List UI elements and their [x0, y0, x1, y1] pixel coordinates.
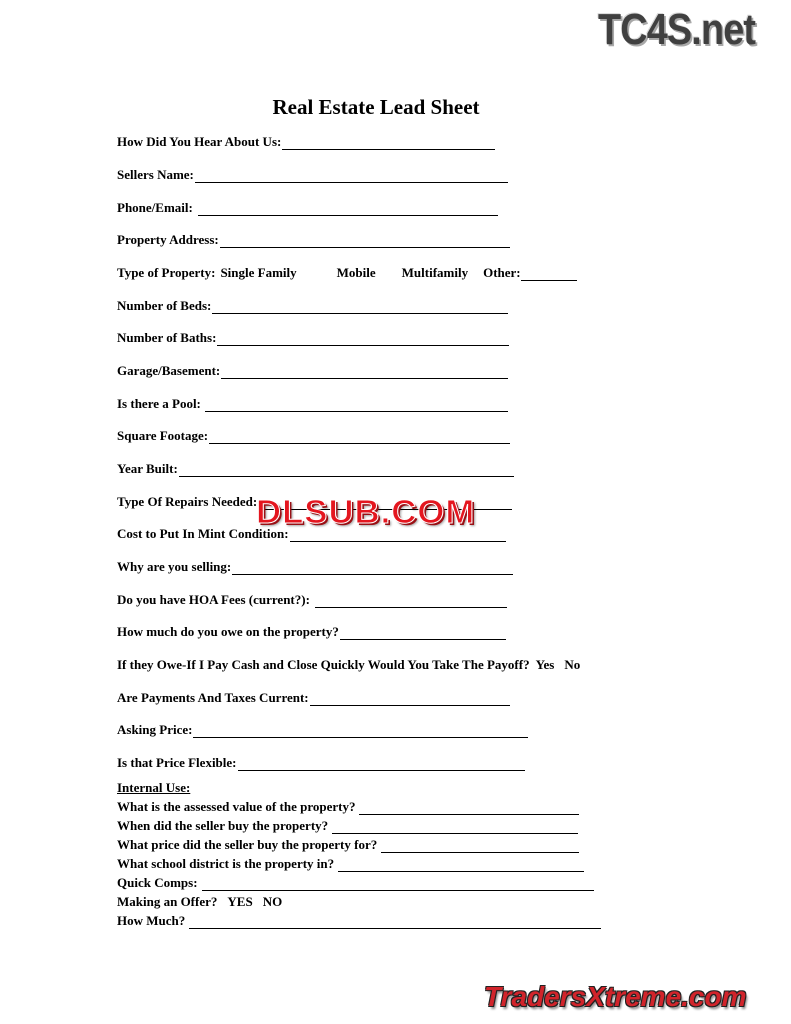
- field-label: Why are you selling:: [117, 559, 232, 574]
- field-label: Type Of Repairs Needed:: [117, 494, 258, 509]
- field-school: [117, 855, 584, 872]
- field-label: Type of Property:: [117, 265, 216, 280]
- field-price-paid: [117, 836, 579, 853]
- blank-line[interactable]: [195, 169, 508, 183]
- blank-line[interactable]: [205, 398, 508, 412]
- field-label: Garage/Basement:: [117, 363, 221, 378]
- blank-line[interactable]: [340, 626, 506, 640]
- blank-line[interactable]: [217, 332, 509, 346]
- field-label: Cost to Put In Mint Condition:: [117, 526, 289, 541]
- field-beds: [117, 294, 508, 314]
- blank-line[interactable]: [282, 136, 495, 150]
- field-type-of-property: [117, 261, 577, 281]
- field-pool: [117, 392, 508, 412]
- field-hear-about: [117, 130, 495, 150]
- field-label: What school district is the property in?: [117, 856, 335, 871]
- field-phone-email: [117, 196, 498, 216]
- blank-line[interactable]: [193, 724, 528, 738]
- field-label: How Did You Hear About Us:: [117, 134, 282, 149]
- field-why-selling: [117, 555, 513, 575]
- field-label: Is that Price Flexible:: [117, 755, 237, 770]
- field-label: Sellers Name:: [117, 167, 194, 182]
- field-label: Phone/Email:: [117, 200, 193, 215]
- blank-line[interactable]: [189, 915, 601, 929]
- blank-line[interactable]: [332, 820, 578, 834]
- blank-line[interactable]: [209, 430, 510, 444]
- field-offer: [117, 893, 282, 910]
- field-payments-current: [117, 686, 510, 706]
- field-label: How much do you owe on the property?: [117, 624, 339, 639]
- field-label: Property Address:: [117, 232, 219, 247]
- option-yes[interactable]: Yes: [535, 657, 555, 672]
- field-baths: [117, 326, 509, 346]
- blank-line[interactable]: [198, 202, 498, 216]
- option-single-family[interactable]: Single Family: [220, 265, 297, 280]
- internal-use-heading: [117, 779, 190, 796]
- blank-line[interactable]: [315, 594, 507, 608]
- field-price-flexible: [117, 751, 525, 771]
- section-heading: Internal Use:: [117, 780, 191, 795]
- field-label: Quick Comps:: [117, 875, 198, 890]
- blank-line[interactable]: [221, 365, 508, 379]
- blank-line[interactable]: [381, 839, 579, 853]
- field-label: How Much?: [117, 913, 186, 928]
- option-offer-yes[interactable]: YES: [227, 894, 253, 909]
- watermark-tradersxtreme: TradersXtreme.com: [484, 981, 747, 1012]
- field-sellers-name: [117, 163, 508, 183]
- blank-line[interactable]: [212, 300, 508, 314]
- field-label: Making an Offer?: [117, 894, 218, 909]
- option-multifamily[interactable]: Multifamily: [401, 265, 469, 280]
- option-no[interactable]: No: [564, 657, 581, 672]
- field-label: Asking Price:: [117, 722, 193, 737]
- field-owe: [117, 620, 506, 640]
- field-label: Number of Beds:: [117, 298, 212, 313]
- field-payoff: [117, 653, 580, 673]
- field-label: Number of Baths:: [117, 330, 217, 345]
- field-comps: [117, 874, 594, 891]
- blank-line[interactable]: [179, 463, 514, 477]
- blank-line[interactable]: [521, 267, 577, 281]
- field-assessed: [117, 798, 579, 815]
- blank-line[interactable]: [220, 234, 510, 248]
- field-label: Are Payments And Taxes Current:: [117, 690, 309, 705]
- field-sqft: [117, 424, 510, 444]
- field-label: Square Footage:: [117, 428, 209, 443]
- blank-line[interactable]: [338, 858, 584, 872]
- field-label: What price did the seller buy the property for?: [117, 837, 378, 852]
- field-label: Do you have HOA Fees (current?):: [117, 592, 310, 607]
- field-label: When did the seller buy the property?: [117, 818, 329, 833]
- blank-line[interactable]: [359, 801, 579, 815]
- option-other[interactable]: Other:: [483, 265, 521, 280]
- field-how-much: [117, 912, 601, 929]
- field-when-bought: [117, 817, 578, 834]
- watermark-dlsub: DLSUB.COM: [256, 493, 476, 530]
- field-label: What is the assessed value of the property?: [117, 799, 356, 814]
- field-hoa: [117, 588, 507, 608]
- field-label: Is there a Pool:: [117, 396, 201, 411]
- blank-line[interactable]: [238, 757, 525, 771]
- watermark-tc4s: TC4S.net: [598, 5, 756, 54]
- field-year-built: [117, 457, 514, 477]
- field-label: Year Built:: [117, 461, 178, 476]
- field-asking-price: [117, 718, 528, 738]
- option-offer-no[interactable]: NO: [262, 894, 283, 909]
- field-label: If they Owe-If I Pay Cash and Close Quickly Would You Take The Payoff?: [117, 657, 530, 672]
- blank-line[interactable]: [232, 561, 513, 575]
- page-title: Real Estate Lead Sheet: [272, 95, 480, 119]
- option-mobile[interactable]: Mobile: [336, 265, 376, 280]
- field-garage: [117, 359, 508, 379]
- field-property-address: [117, 228, 510, 248]
- blank-line[interactable]: [202, 877, 594, 891]
- blank-line[interactable]: [310, 692, 510, 706]
